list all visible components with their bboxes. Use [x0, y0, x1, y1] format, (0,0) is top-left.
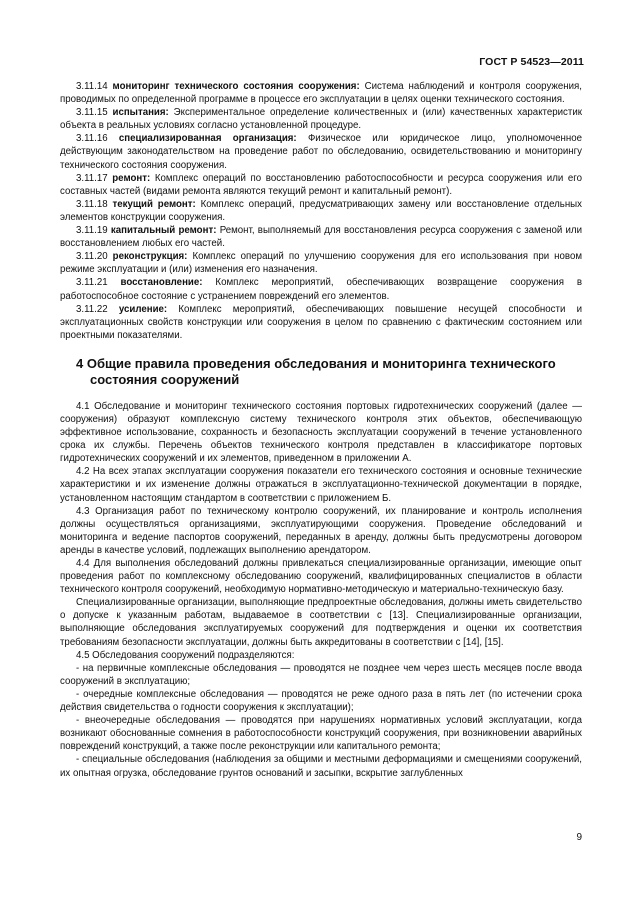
document-code-header: ГОСТ Р 54523—2011	[479, 56, 584, 68]
definition-3-11-14	[60, 80, 582, 106]
definition-3-11-17	[60, 172, 582, 198]
definition-number: 3.11.21	[76, 277, 108, 289]
definition-number: 3.11.19	[76, 225, 108, 237]
definition-number: 3.11.17	[76, 172, 108, 184]
definition-number: 3.11.16	[76, 133, 108, 145]
definition-term: мониторинг технического состояния сооружения:	[112, 81, 360, 92]
definition-number: 3.11.20	[76, 251, 108, 263]
definition-3-11-18	[60, 198, 582, 224]
definition-text: Комплекс мероприятий, обеспечивающих возвращение сооружения в работоспособное состояние с устранением повреждений его элементов.	[60, 277, 583, 302]
paragraph-4-3: 4.3 Организация работ по техническому контролю сооружений, их планирование и контроль исполнения должны осуществляться организациями, эксплуатирующими сооружения. Проведение обследований и мониторинга и ведение паспортов сооружений, переданных в аренду, должны быть предусмотрены договором аренды в качестве условий, подлежащих выполнению арендатором.	[60, 505, 582, 556]
definition-term: испытания:	[112, 107, 169, 119]
definition-text: Система наблюдений и контроля сооружения, проводимых по определенной программе в процессе его эксплуатации в целях оценки технического состояния.	[60, 81, 582, 106]
definition-3-11-16	[60, 132, 582, 171]
definition-term: усиление:	[118, 303, 168, 315]
definition-term: восстановление:	[120, 277, 203, 289]
section-4-heading	[60, 356, 582, 388]
definition-term: текущий ремонт:	[112, 198, 196, 210]
definition-text: Физическое или юридическое лицо, уполномоченное действующим законодательством на проведение работ по обследованию, освидетельствованию и мониторингу технического состояния сооружения.	[60, 133, 582, 171]
definition-number: 3.11.15	[76, 107, 108, 119]
definition-3-11-20	[60, 250, 582, 276]
definition-term: капитальный ремонт:	[110, 225, 217, 237]
paragraph-4-1: 4.1 Обследование и мониторинг технического состояния портовых гидротехнических сооружений (далее — сооружения) образуют комплексную систему технического контроля этих объектов, обеспечивающую эффективное использование, сохранность и безопасность эксплуатации сооружений в течение установленного срока их службы. Перечень объектов технического контроля представлен в классификаторе портовых гидротехнических сооружений и их элементов, приведенном в приложении А.	[60, 400, 582, 465]
document-body	[60, 80, 582, 780]
page-number: 9	[576, 832, 582, 843]
definition-number: 3.11.14	[76, 81, 108, 92]
definition-3-11-21	[60, 276, 582, 302]
section-heading-line-1: 4 Общие правила проведения обследования и мониторинга технического	[76, 355, 556, 371]
paragraph-4-5: 4.5 Обследования сооружений подразделяются:	[76, 649, 295, 661]
definition-text: Ремонт, выполняемый для восстановления ресурса сооружения с заменой или восстановлением любых его частей.	[60, 225, 582, 250]
paragraph-4-4: 4.4 Для выполнения обследований должны привлекаться специализированные организации, имеющие опыт проведения работ по комплексному обследованию сооружений, квалифицированных специалистов в области технического контроля сооружений, необходимую нормативно-методическую и материально-техническую базу.	[60, 558, 582, 596]
section-heading-line-2: состояния сооружений	[90, 371, 240, 387]
paragraph-specialized-orgs: Специализированные организации, выполняющие предпроектные обследования, должны иметь свидетельство о допуске к указанным работам, выдаваемое в соответствии с [13]. Специализированные организации, выполняющие обследования эксплуатируемых сооружений для подтверждения и оценки их соответствия требованиям безопасности эксплуатации, должны быть аккредитованы в соответствии с [14], [15].	[60, 597, 582, 648]
definition-number: 3.11.18	[76, 198, 108, 210]
definition-text: Комплекс операций, предусматривающих замену или восстановление отдельных элементов конструкции сооружения.	[60, 198, 582, 223]
definition-3-11-19	[60, 224, 582, 250]
list-item: - внеочередные обследования — проводятся при нарушениях нормативных условий эксплуатации, когда возникают обоснованные сомнения в работоспособности конструкций сооружения, при возникновении аварийных повреждений конструкций, а также после реконструкции или капитального ремонта;	[60, 715, 582, 753]
definition-3-11-22	[60, 303, 582, 342]
list-item: - очередные комплексные обследования — проводятся не реже одного раза в пять лет (по истечении срока действия свидетельства о годности сооружения к эксплуатации);	[60, 688, 582, 714]
definition-text: Комплекс операций по восстановлению работоспособности и ресурса сооружения или его составных частей (видами ремонта являются текущий ремонт и капитальный ремонт).	[60, 172, 582, 197]
definition-text: Комплекс операций по улучшению сооружения для его использования при новом режиме эксплуатации и (или) изменения его назначения.	[60, 251, 582, 276]
definition-term: реконструкция:	[112, 251, 188, 263]
paragraph-4-2: 4.2 На всех этапах эксплуатации сооружения показатели его технического состояния и основные технические характеристики и их изменение должны отражаться в эксплуатационно-технической документации в порядке, установленном настоящим стандартом в соответствии с приложением Б.	[60, 466, 582, 504]
definition-text: Комплекс мероприятий, обеспечивающих повышение несущей способности и эксплуатационных свойств конструкции или сооружения в целом по сравнению с фактическим состоянием или проектными показателями.	[60, 303, 582, 341]
list-item: - на первичные комплексные обследования — проводятся не позднее чем через шесть месяцев после ввода сооружений в эксплуатацию;	[60, 662, 582, 687]
definition-3-11-15	[60, 106, 582, 132]
definition-term: ремонт:	[112, 172, 151, 184]
definition-number: 3.11.22	[76, 303, 108, 315]
definition-term: специализированная организация:	[118, 133, 297, 145]
definition-text: Экспериментальное определение количественных и (или) качественных характеристик объекта в реальных условиях согласно установленной процедуре.	[60, 107, 582, 132]
list-item: - специальные обследования (наблюдения за общими и местными деформациями и смещениями сооружений, их опытная огрузка, обследование грунтов оснований и засыпки, вскрытие заглубленных	[60, 754, 582, 779]
